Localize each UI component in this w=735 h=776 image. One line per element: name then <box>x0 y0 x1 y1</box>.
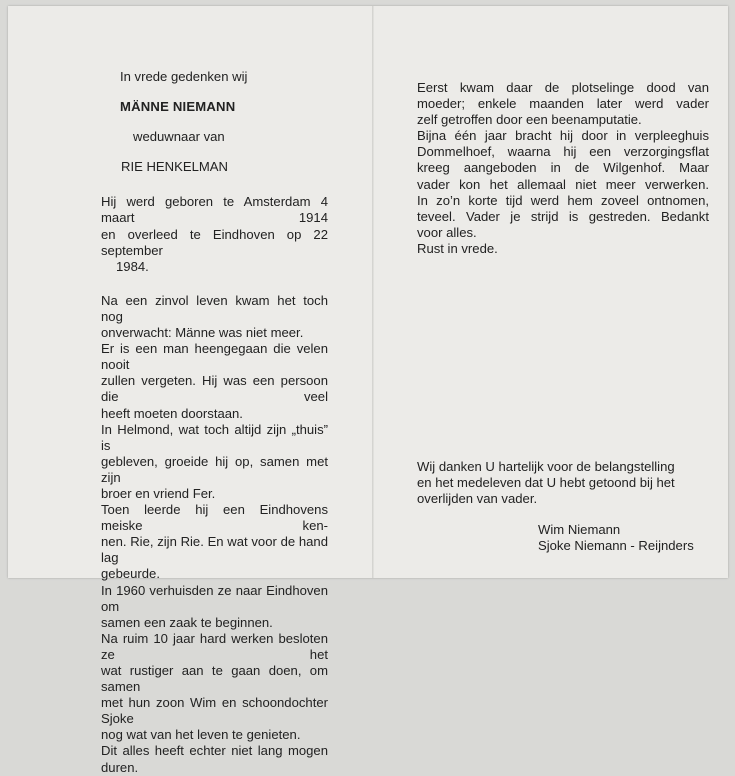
text-line: teveel. Vader je strijd is gestreden. Bedankt <box>417 208 709 224</box>
card-fold <box>372 6 374 578</box>
thanks-text <box>417 459 709 507</box>
deceased-name: MÄNNE NIEMANN <box>120 99 236 115</box>
text-line: Dit alles heeft echter niet lang mogen duren. <box>101 743 328 775</box>
text-line: nen. Rie, zijn Rie. En wat voor de hand lag <box>101 534 328 566</box>
text-line: heeft moeten doorstaan. <box>101 405 243 421</box>
text-line: Rust in vrede. <box>417 240 498 256</box>
text-line: nog wat van het leven te genieten. <box>101 727 301 743</box>
text-line: wat rustiger aan te gaan doen, om samen <box>101 663 328 695</box>
text-line: en het medeleven dat U hebt getoond bij het <box>417 475 675 491</box>
text-line: 1984. <box>116 258 149 274</box>
text-line: Eerst kwam daar de plotselinge dood van <box>417 80 709 95</box>
text-line: Na ruim 10 jaar hard werken besloten ze het <box>101 630 328 662</box>
text-line: vader kon het allemaal niet meer verwerken. <box>417 176 709 192</box>
text-line: gebeurde. <box>101 566 160 582</box>
text-line: In 1960 verhuisden ze naar Eindhoven om <box>101 582 328 614</box>
text-line: In zo’n korte tijd werd hem zoveel ontnomen, <box>417 192 709 208</box>
text-line: zelf getroffen door een beenamputatie. <box>417 112 642 128</box>
text-line: Bijna één jaar bracht hij door in verpleeghuis <box>417 128 709 144</box>
text-line: Toen leerde hij een Eindhovens meiske ken- <box>101 502 328 534</box>
text-line: gebleven, groeide hij op, samen met zijn <box>101 453 328 485</box>
signature-line: Wim Niemann <box>538 522 621 537</box>
text-line: In Helmond, wat toch altijd zijn „thuis” is <box>101 421 328 453</box>
spouse-name: RIE HENKELMAN <box>121 159 228 175</box>
text-line: broer en vriend Fer. <box>101 485 216 501</box>
life-story-text <box>101 293 328 776</box>
signatures <box>538 522 694 554</box>
text-line: onverwacht: Männe was niet meer. <box>101 325 304 341</box>
widow-of-line: weduwnaar van <box>133 129 225 145</box>
text-line: Er is een man heengegaan die velen nooit <box>101 341 328 373</box>
birth-death-text <box>101 194 328 274</box>
text-line: samen een zaak te beginnen. <box>101 614 273 630</box>
text-line: overlijden van vader. <box>417 491 538 507</box>
text-line: kreeg aangeboden in de Wilgenhof. Maar <box>417 160 709 176</box>
signature-line: Sjoke Niemann - Reijnders <box>538 538 694 554</box>
left-panel <box>101 69 328 776</box>
text-line: Wij danken U hartelijk voor de belangstelling <box>417 459 675 474</box>
text-line: Dommelhoef, waarna hij een verzorgingsflat <box>417 144 709 160</box>
intro-line: In vrede gedenken wij <box>120 69 248 84</box>
text-line: Na een zinvol leven kwam het toch nog <box>101 292 328 324</box>
text-line: moeder; enkele maanden later werd vader <box>417 96 709 112</box>
text-line: Hij werd geboren te Amsterdam 4 maart 1914 <box>101 194 328 226</box>
right-panel-story <box>417 80 709 257</box>
text-line: en overleed te Eindhoven op 22 september <box>101 226 328 258</box>
text-line: zullen vergeten. Hij was een persoon die veel <box>101 373 328 405</box>
text-line: voor alles. <box>417 224 477 240</box>
text-line: met hun zoon Wim en schoondochter Sjoke <box>101 695 328 727</box>
